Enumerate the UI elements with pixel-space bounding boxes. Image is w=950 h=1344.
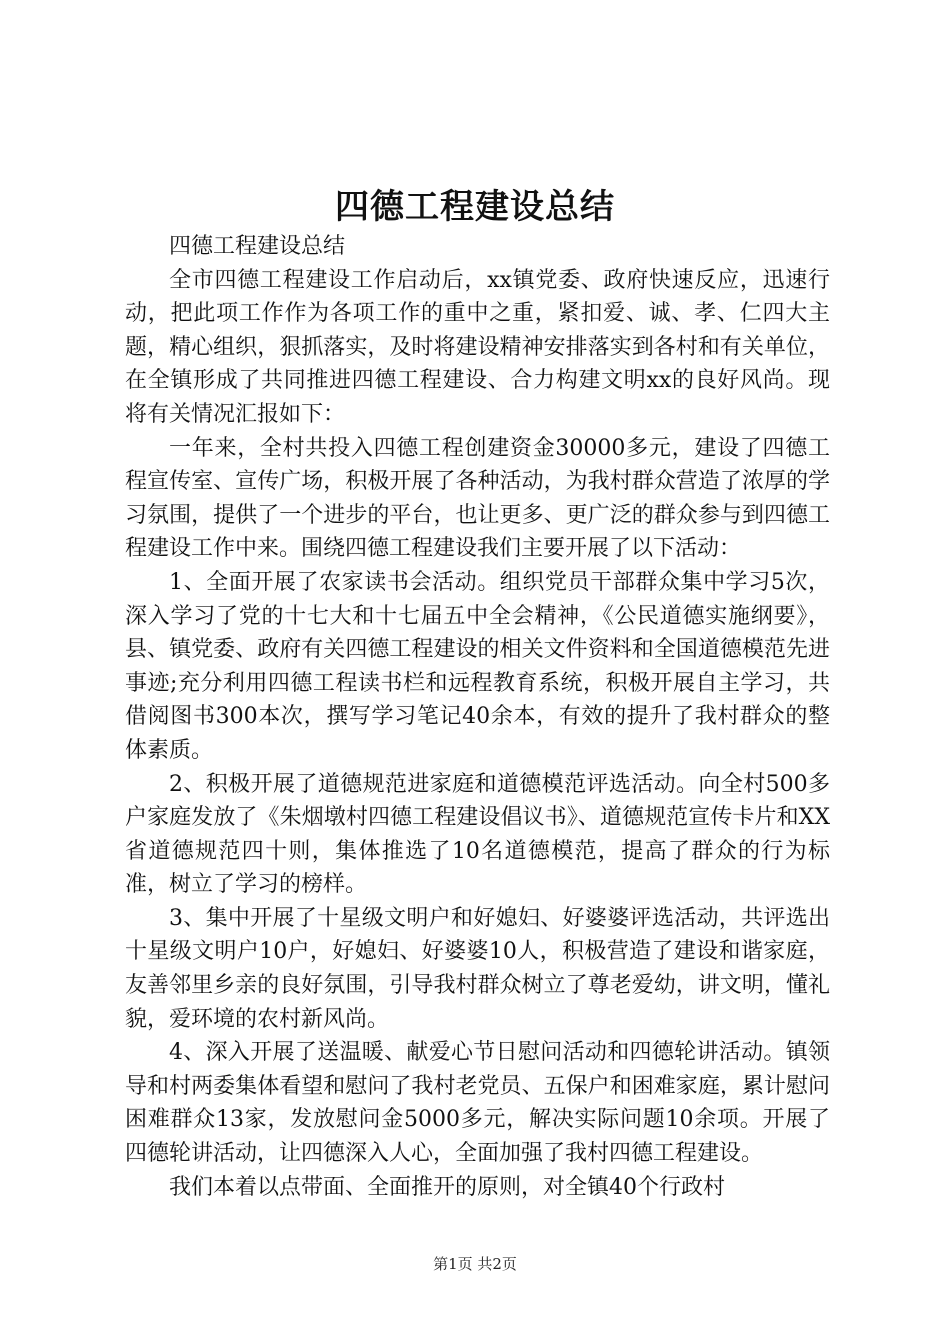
page-number-footer: 第1页 共2页: [433, 1255, 517, 1273]
document-title: 四德工程建设总结: [335, 187, 615, 227]
paragraph-continuation: 我们本着以点带面、全面推开的原则，对全镇40个行政村: [169, 1174, 725, 1200]
paragraph-intro: 全市四德工程建设工作启动后，xx镇党委、政府快速反应，迅速行动，把此项工作作为各项工作的重中之重，紧扣爱、诚、孝、仁四大主题，精心组织，狠抓落实，及时将建设精神安排落实到各村和有关单位，在全镇形成了共同推进四德工程建设、合力构建文明xx的良好风尚。现将有关情况汇报如下：: [125, 267, 830, 427]
paragraph-heading: 四德工程建设总结: [169, 234, 346, 259]
paragraph-item-4: 4、深入开展了送温暖、献爱心节日慰问活动和四德轮讲活动。镇领导和村两委集体看望和慰问了我村老党员、五保户和困难家庭，累计慰问困难群众13家，发放慰问金5000多元，解决实际问题10余项。开展了四德轮讲活动，让四德深入人心，全面加强了我村四德工程建设。: [125, 1040, 830, 1167]
document-body: [125, 230, 830, 1204]
paragraph-overview: 一年来，全村共投入四德工程创建资金30000多元，建设了四德工程宣传室、宣传广场，积极开展了各种活动，为我村群众营造了浓厚的学习氛围，提供了一个进步的平台，也让更多、更广泛的群众参与到四德工程建设工作中来。围绕四德工程建设我们主要开展了以下活动：: [125, 435, 830, 562]
paragraph-item-1: 1、全面开展了农家读书会活动。组织党员干部群众集中学习5次，深入学习了党的十七大和十七届五中全会精神，《公民道德实施纲要》，县、镇党委、政府有关四德工程建设的相关文件资料和全国道德模范先进事迹;充分利用四德工程读书栏和远程教育系统，积极开展自主学习，共借阅图书300本次，撰写学习笔记40余本，有效的提升了我村群众的整体素质。: [125, 569, 830, 763]
paragraph-item-2: 2、积极开展了道德规范进家庭和道德模范评选活动。向全村500多户家庭发放了《朱烟墩村四德工程建设倡议书》、道德规范宣传卡片和XX省道德规范四十则，集体推选了10名道德模范，提高了群众的行为标准，树立了学习的榜样。: [125, 771, 830, 898]
paragraph-item-3: 3、集中开展了十星级文明户和好媳妇、好婆婆评选活动，共评选出十星级文明户10户，好媳妇、好婆婆10人，积极营造了建设和谐家庭，友善邻里乡亲的良好氛围，引导我村群众树立了尊老爱幼，讲文明，懂礼貌，爱环境的农村新风尚。: [125, 905, 830, 1032]
